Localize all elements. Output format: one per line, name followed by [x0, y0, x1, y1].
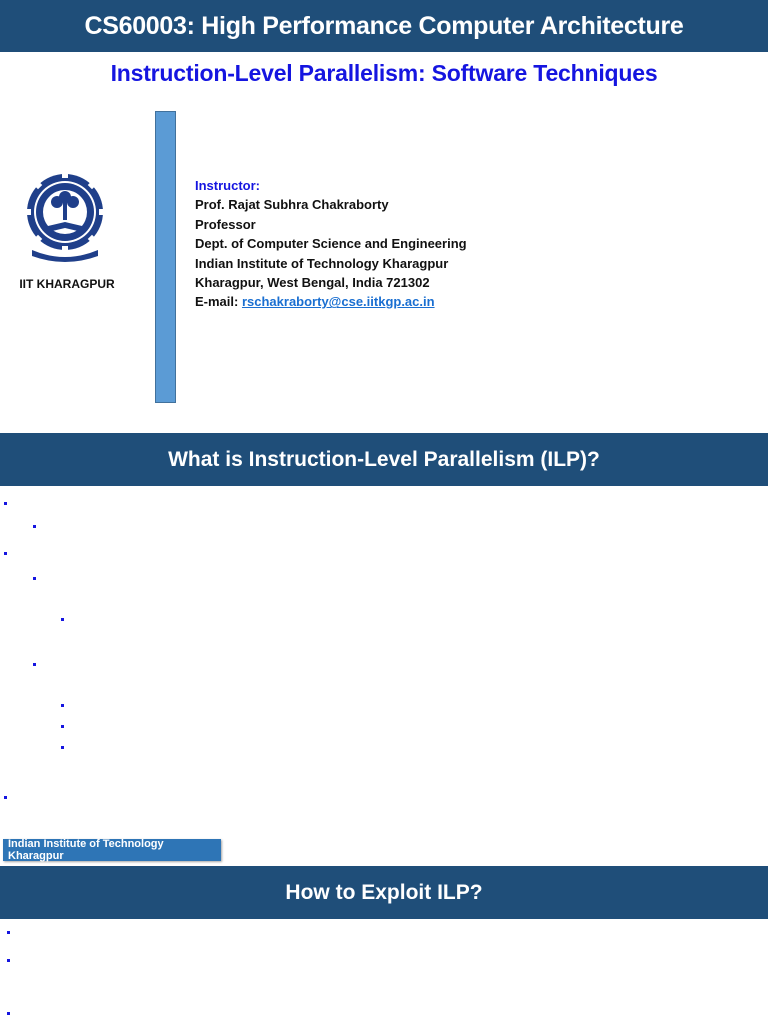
slide1-title-banner	[0, 0, 768, 52]
footer-institute-tag	[3, 839, 221, 861]
slide1-subtitle: Instruction-Level Parallelism: Software Techniques	[110, 60, 658, 86]
slide2-title: What is Instruction-Level Parallelism (ILP)?	[168, 447, 600, 471]
email-link[interactable]: rschakraborty@cse.iitkgp.ac.in	[241, 294, 435, 310]
square-bullet-icon	[61, 725, 64, 728]
square-bullet-icon	[61, 704, 64, 707]
square-bullet-icon	[33, 663, 36, 666]
slide3-title: How to Exploit ILP?	[285, 880, 483, 904]
square-bullet-icon	[4, 502, 7, 505]
instructor-department: Dept. of Computer Science and Engineering	[195, 236, 467, 252]
square-bullet-icon	[61, 618, 64, 621]
instructor-position: Professor	[195, 216, 256, 232]
logo-caption: IIT KHARAGPUR	[19, 277, 115, 291]
email-label: E-mail:	[195, 294, 239, 310]
instructor-email-line	[195, 292, 467, 311]
square-bullet-icon	[33, 577, 36, 580]
slide2-title-banner	[0, 433, 768, 486]
instructor-block	[195, 176, 467, 312]
square-bullet-icon	[7, 959, 10, 962]
iit-kharagpur-emblem-icon	[22, 168, 108, 264]
instructor-institute: Indian Institute of Technology Kharagpur	[195, 255, 449, 271]
square-bullet-icon	[7, 931, 10, 934]
slide3-title-banner	[0, 866, 768, 919]
accent-bar	[155, 111, 176, 403]
square-bullet-icon	[4, 796, 7, 799]
instructor-label: Instructor:	[195, 178, 260, 193]
square-bullet-icon	[61, 746, 64, 749]
square-bullet-icon	[4, 552, 7, 555]
instructor-address: Kharagpur, West Bengal, India 721302	[195, 275, 430, 291]
footer-institute-label: Indian Institute of Technology Kharagpur	[8, 838, 164, 862]
slide1-title: CS60003: High Performance Computer Architecture	[84, 11, 684, 40]
square-bullet-icon	[33, 525, 36, 528]
square-bullet-icon	[7, 1012, 10, 1015]
instructor-name: Prof. Rajat Subhra Chakraborty	[195, 197, 389, 213]
